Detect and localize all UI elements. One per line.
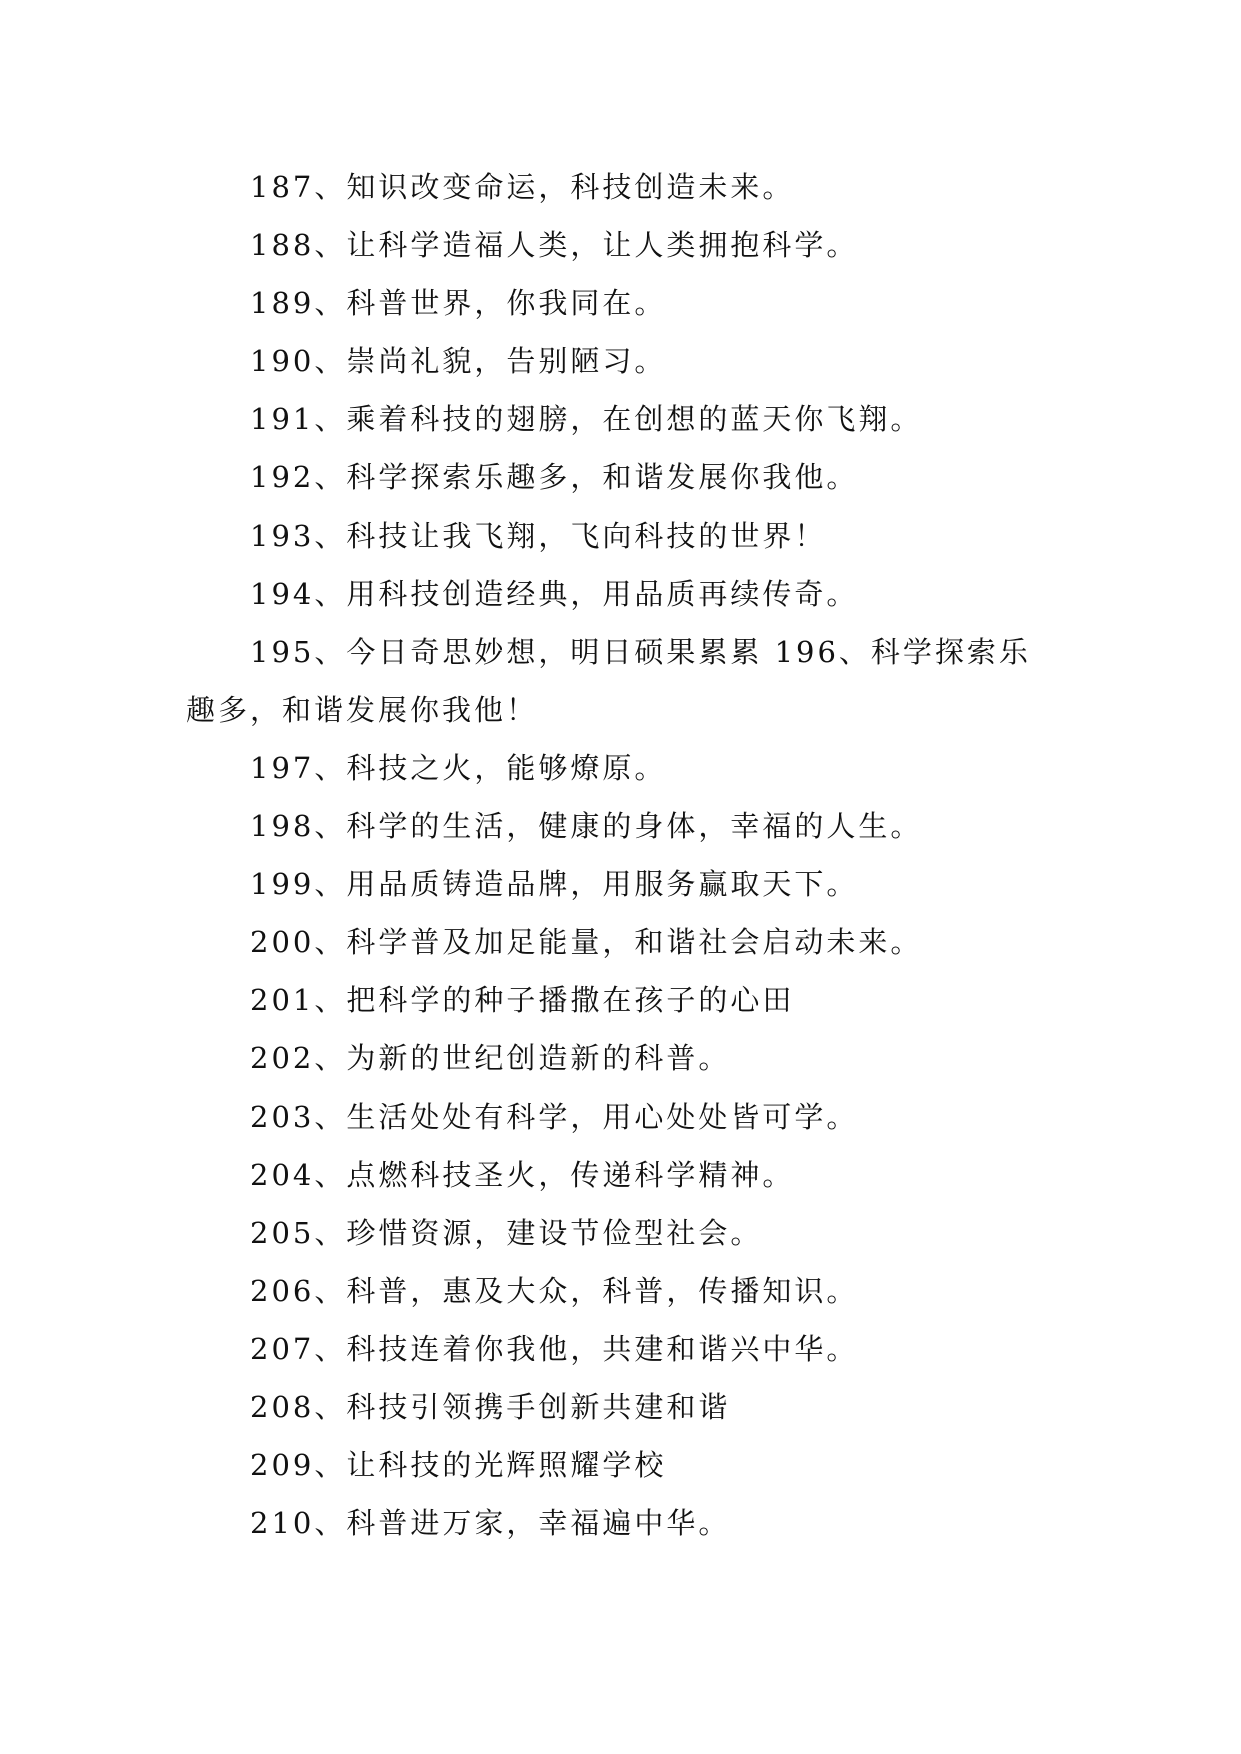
- slogan-paragraph: 206、科普，惠及大众，科普，传播知识。: [250, 1273, 859, 1308]
- slogan-paragraph: 197、科技之火，能够燎原。: [250, 750, 667, 785]
- slogan-paragraph: 192、科学探索乐趣多，和谐发展你我他。: [250, 460, 859, 495]
- slogan-paragraph: 198、科学的生活，健康的身体，幸福的人生。: [250, 809, 923, 844]
- slogan-paragraph: 199、用品质铸造品牌，用服务赢取天下。: [250, 867, 859, 902]
- slogan-paragraph: 209、让科技的光辉照耀学校: [250, 1448, 667, 1483]
- slogan-paragraph: 202、为新的世纪创造新的科普。: [250, 1041, 731, 1076]
- slogan-paragraph: 207、科技连着你我他，共建和谐兴中华。: [250, 1331, 859, 1366]
- slogan-paragraph: 205、珍惜资源，建设节俭型社会。: [250, 1215, 763, 1250]
- slogan-paragraph: 191、乘着科技的翅膀，在创想的蓝天你飞翔。: [250, 402, 923, 437]
- slogan-paragraph: 201、把科学的种子播撒在孩子的心田: [250, 983, 795, 1018]
- slogan-paragraph: 194、用科技创造经典，用品质再续传奇。: [250, 576, 859, 611]
- slogan-paragraph: 193、科技让我飞翔，飞向科技的世界！: [250, 518, 827, 553]
- slogan-paragraph: 200、科学普及加足能量，和谐社会启动未来。: [250, 925, 923, 960]
- slogan-paragraph: 188、让科学造福人类，让人类拥抱科学。: [250, 228, 859, 263]
- slogan-paragraph: 190、崇尚礼貌，告别陋习。: [250, 344, 667, 379]
- slogan-paragraph: 210、科普进万家，幸福遍中华。: [250, 1506, 731, 1541]
- slogan-paragraph: 204、点燃科技圣火，传递科学精神。: [250, 1157, 795, 1192]
- slogan-paragraph: 195、今日奇思妙想，明日硕果累累 196、科学探索乐趣多，和谐发展你我他！: [186, 634, 1031, 727]
- slogan-paragraph: 208、科技引领携手创新共建和谐: [250, 1389, 731, 1424]
- slogan-paragraph: 189、科普世界，你我同在。: [250, 286, 667, 321]
- slogan-paragraph: 203、生活处处有科学，用心处处皆可学。: [250, 1099, 859, 1134]
- document-body: [186, 158, 1056, 1552]
- slogan-paragraph: 187、知识改变命运，科技创造未来。: [250, 170, 795, 204]
